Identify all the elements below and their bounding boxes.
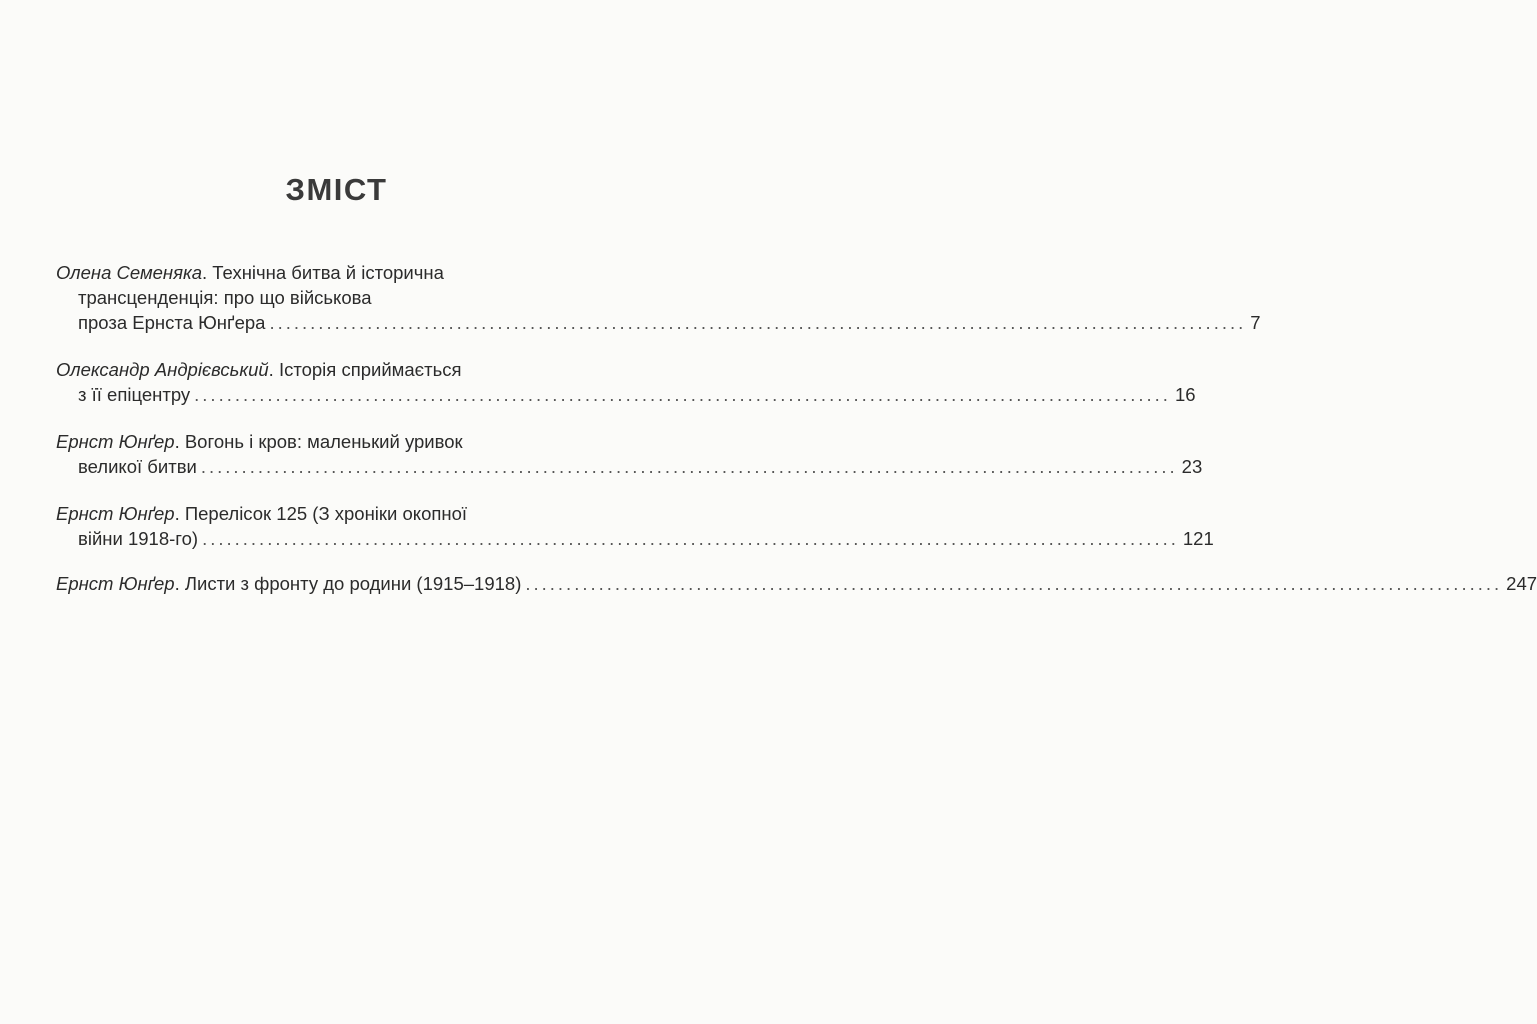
dot-leader: ........................................................................................................................: [202, 528, 1179, 549]
toc-entry-first-line: [56, 429, 622, 454]
page-title: ЗМІСТ: [285, 172, 388, 207]
dot-leader: ........................................................................................................................: [525, 573, 1503, 594]
author-separator: .: [202, 262, 213, 283]
toc-entry[interactable]: [56, 501, 1214, 551]
toc-entry-title-part: Листи з фронту до родини (1915–1918): [184, 573, 522, 594]
toc-entry[interactable]: [56, 357, 1196, 407]
table-of-contents: [56, 260, 1537, 621]
toc-entry-title-part: Перелісок 125 (З хроніки окопної: [184, 503, 468, 524]
author-separator: .: [174, 573, 185, 594]
author-separator: .: [174, 503, 185, 524]
toc-entry-first-line: [56, 501, 622, 526]
toc-entry-title-part: проза Ернста Юнґера: [78, 312, 266, 333]
toc-entry-last-line: [56, 382, 1196, 407]
toc-entry-title-part: Історія сприймається: [278, 359, 462, 380]
toc-entry[interactable]: [56, 571, 1537, 596]
toc-entry-title-part: Технічна битва й історична: [212, 262, 444, 283]
toc-entry-last-line: [56, 526, 1214, 551]
toc-entry-page-number: 247: [1506, 573, 1537, 594]
toc-entry-title-part: трансценденція: про що військова: [78, 287, 372, 308]
author-separator: .: [174, 431, 185, 452]
toc-entry-title-part: великої битви: [78, 456, 197, 477]
dot-leader: ........................................................................................................................: [200, 456, 1178, 477]
author-separator: .: [268, 359, 279, 380]
toc-entry-last-line: [56, 310, 1261, 335]
toc-entry-first-line: [56, 571, 521, 596]
toc-entry-page-number: 121: [1182, 528, 1214, 549]
toc-entry-author: Олександр Андрієвський: [56, 359, 269, 380]
toc-entry-title-part: війни 1918-го): [78, 528, 199, 549]
toc-entry-page-number: 7: [1250, 312, 1261, 333]
toc-entry-page-number: 16: [1174, 384, 1196, 405]
toc-entry-author: Олена Семеняка: [56, 262, 203, 283]
toc-entry-author: Ернст Юнґер: [56, 573, 175, 594]
dot-leader: ........................................................................................................................: [269, 312, 1247, 333]
dot-leader: ........................................................................................................................: [194, 384, 1171, 405]
toc-entry-first-line: [56, 260, 622, 285]
toc-entry-title-part: з її епіцентру: [78, 384, 191, 405]
toc-entry[interactable]: [56, 260, 1261, 335]
toc-entry-author: Ернст Юнґер: [56, 503, 175, 524]
toc-entry-page-number: 23: [1181, 456, 1203, 477]
toc-entry-last-line: [56, 571, 1537, 596]
toc-entry-author: Ернст Юнґер: [56, 431, 175, 452]
toc-entry-first-line: [56, 357, 622, 382]
toc-entry[interactable]: [56, 429, 1203, 479]
toc-entry-title-part: Вогонь і кров: маленький уривок: [184, 431, 463, 452]
toc-entry-last-line: [56, 454, 1203, 479]
